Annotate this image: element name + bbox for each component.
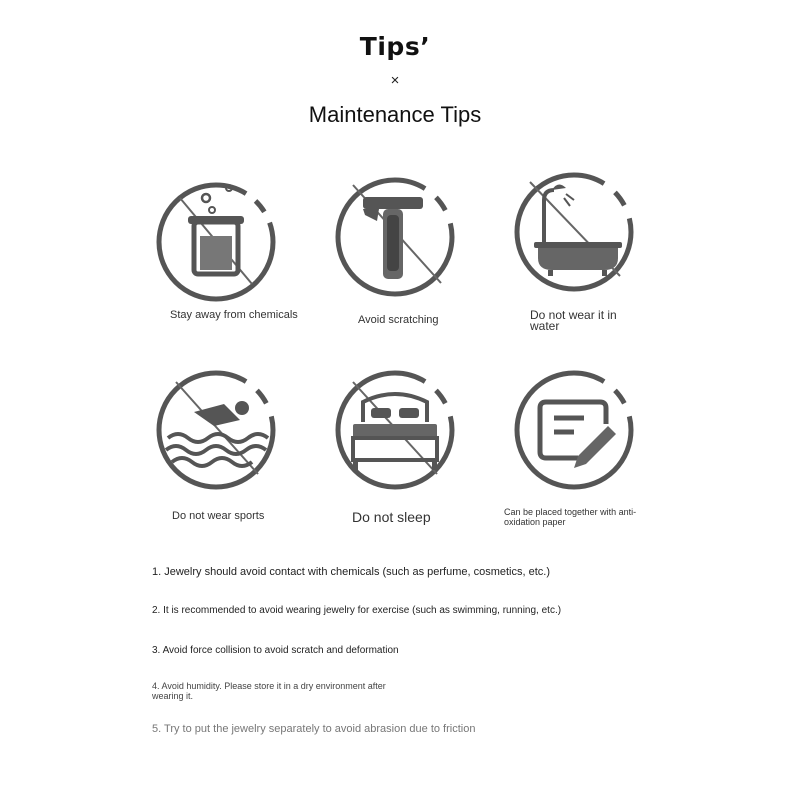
tip-2: 2. It is recommended to avoid wearing jewelry for exercise (such as swimming, running, etc.): [152, 605, 562, 616]
tip-5: 5. Try to put the jewelry separately to avoid abrasion due to friction: [152, 723, 476, 735]
caption-water: Do not wear it in water: [530, 308, 617, 333]
caption-chemicals: Stay away from chemicals: [170, 309, 298, 321]
no-scratching-icon: [333, 175, 457, 299]
page-title: Maintenance Tips: [308, 102, 482, 127]
tip-4: 4. Avoid humidity. Please store it in a dry environment after wearing it.: [152, 681, 386, 701]
brand-logo-text: Tips’: [359, 32, 431, 61]
caption-sports: Do not wear sports: [172, 510, 265, 522]
caption-sleep: Do not sleep: [352, 509, 431, 525]
cross-symbol: ×: [390, 72, 400, 89]
no-sleep-icon: [333, 368, 457, 492]
no-chemicals-icon: [154, 180, 278, 304]
no-swimming-icon: [154, 368, 278, 492]
caption-anti-oxidation: Can be placed together with anti-oxidation paper: [504, 507, 637, 527]
tip-3: 3. Avoid force collision to avoid scratch and deformation: [152, 645, 399, 656]
note-paper-icon: [512, 368, 636, 492]
no-bath-icon: [512, 170, 636, 294]
caption-scratching: Avoid scratching: [358, 314, 439, 326]
tip-1: 1. Jewelry should avoid contact with chemicals (such as perfume, cosmetics, etc.): [152, 566, 550, 578]
